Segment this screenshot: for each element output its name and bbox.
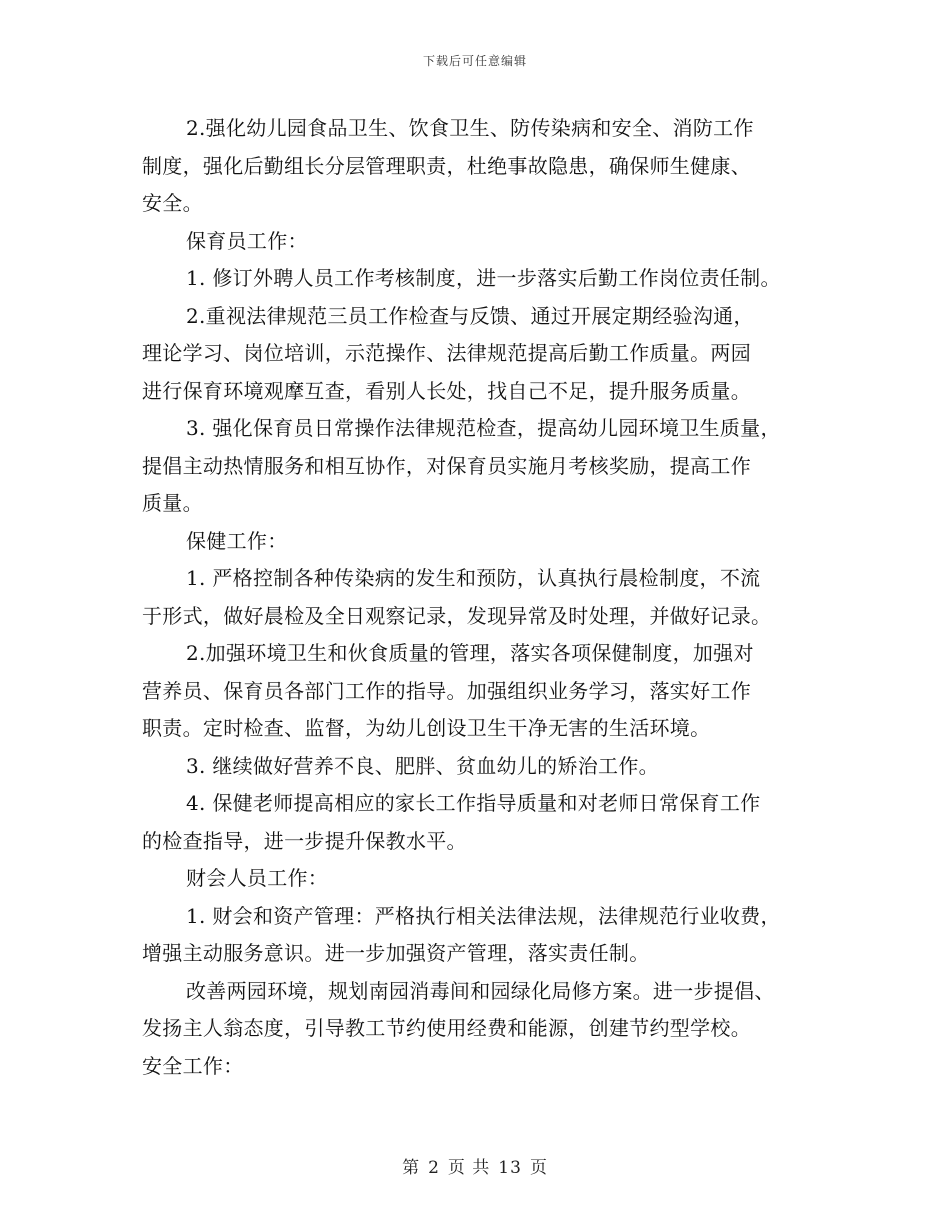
paragraph-line: 发扬主人翁态度，引导教工节约使用经费和能源，创建节约型学校。: [142, 1016, 751, 1040]
paragraph-line: 安全。: [142, 191, 203, 215]
paragraph-line: 增强主动服务意识。进一步加强资产管理，落实责任制。: [142, 941, 650, 965]
paragraph-line: 制度，强化后勤组长分层管理职责，杜绝事故隐患，确保师生健康、: [142, 153, 751, 178]
paragraph-line: 理论学习、岗位培训，示范操作、法律规范提高后勤工作质量。两园: [142, 341, 751, 365]
paragraph-line: 2.强化幼儿园食品卫生、饮食卫生、防传染病和安全、消防工作: [186, 116, 754, 140]
paragraph-line: 提倡主动热情服务和相互协作，对保育员实施月考核奖励，提高工作: [142, 453, 751, 478]
page-footer: [0, 1153, 950, 1178]
page-header: 下载后可任意编辑: [422, 54, 527, 68]
section-heading: 财会人员工作：: [186, 866, 329, 890]
footer-mid: 页 共: [447, 1158, 491, 1178]
paragraph-line: 2.加强环境卫生和伙食质量的管理，落实各项保健制度，加强对: [186, 641, 754, 665]
paragraph-line: 的检查指导，进一步提升保教水平。: [142, 828, 467, 853]
paragraph-line: 质量。: [142, 491, 203, 515]
paragraph-line: 职责。定时检查、监督，为幼儿创设卫生干净无害的生活环境。: [142, 716, 711, 740]
paragraph-line: 进行保育环境观摩互查，看别人长处，找自己不足，提升服务质量。: [142, 378, 751, 403]
paragraph-line: 1. 财会和资产管理：严格执行相关法律法规，法律规范行业收费，: [186, 903, 781, 928]
section-heading: 保育员工作：: [186, 228, 308, 253]
paragraph-line: 改善两园环境，规划南园消毒间和园绿化局修方案。进一步提倡、: [186, 978, 775, 1003]
total-pages: 13: [498, 1158, 522, 1178]
paragraph-line: 1. 严格控制各种传染病的发生和预防，认真执行晨检制度，不流: [186, 566, 761, 590]
paragraph-line: 营养员、保育员各部门工作的指导。加强组织业务学习，落实好工作: [142, 678, 751, 703]
footer-prefix: 第: [402, 1158, 421, 1178]
paragraph-line: 3. 强化保育员日常操作法律规范检查，提高幼儿园环境卫生质量，: [186, 416, 781, 440]
footer-suffix: 页: [529, 1158, 548, 1178]
paragraph-line: 3. 继续做好营养不良、肥胖、贫血幼儿的矫治工作。: [186, 753, 659, 778]
page-number: 2: [428, 1158, 440, 1178]
paragraph-line: 4. 保健老师提高相应的家长工作指导质量和对老师日常保育工作: [186, 791, 761, 815]
paragraph-line: 2.重视法律规范三员工作检查与反馈、通过开展定期经验沟通，: [186, 303, 754, 328]
paragraph-line: 于形式，做好晨检及全日观察记录，发现异常及时处理，并做好记录。: [142, 603, 772, 628]
section-heading: 安全工作：: [142, 1053, 244, 1078]
section-heading: 保健工作：: [186, 528, 288, 553]
paragraph-line: 1. 修订外聘人员工作考核制度，进一步落实后勤工作岗位责任制。: [186, 266, 781, 290]
document-body: [142, 110, 832, 1085]
